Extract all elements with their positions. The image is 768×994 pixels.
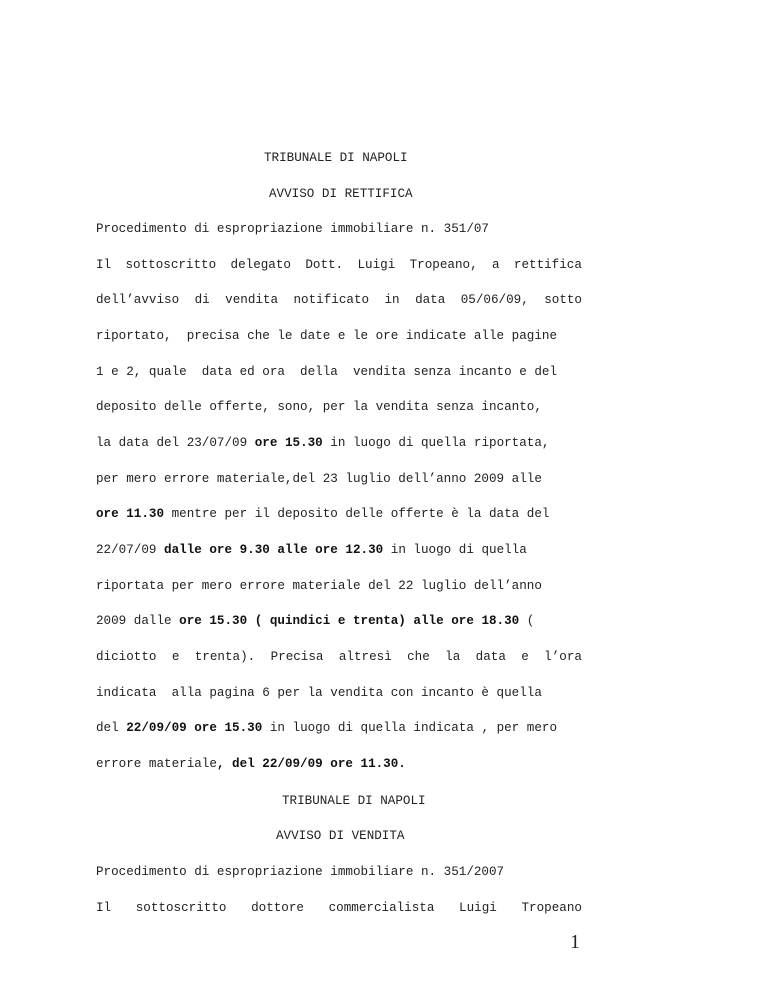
text-line: indicata alla pagina 6 per la vendita con incanto è quella <box>96 686 542 700</box>
text-line: 1 e 2, quale data ed ora della vendita senza incanto e del <box>96 365 558 379</box>
word: in <box>384 293 400 307</box>
bold-time: , del 22/09/09 ore 11.30. <box>216 757 406 771</box>
word: l’ora <box>544 650 582 664</box>
word: vendita <box>225 293 279 307</box>
word: Luigi <box>459 901 497 915</box>
procedure-line: Procedimento di espropriazione immobiliare n. 351/07 <box>96 222 489 236</box>
word: trenta). <box>194 650 256 664</box>
word: che <box>407 650 430 664</box>
word: Tropeano, <box>409 258 478 272</box>
word: delegato <box>230 258 291 272</box>
bold-time: dalle ore 9.30 alle ore 12.30 <box>164 543 384 557</box>
bold-time: ore 11.30 <box>96 507 165 521</box>
text-line: 2009 dalle ore 15.30 ( quindici e trenta) alle ore 18.30 ( <box>96 614 535 628</box>
word: Dott. <box>305 258 344 272</box>
word: data <box>475 650 506 664</box>
word: dottore <box>251 901 304 915</box>
text-line: per mero errore materiale,del 23 luglio dell’anno 2009 alle <box>96 472 542 486</box>
word: di <box>194 293 210 307</box>
word: sotto <box>544 293 582 307</box>
text-line <box>96 257 582 273</box>
word: sottoscritto <box>125 258 217 272</box>
procedure-line: Procedimento di espropriazione immobiliare n. 351/2007 <box>96 865 505 879</box>
word: sottoscritto <box>135 901 227 915</box>
court-heading: TRIBUNALE DI NAPOLI <box>282 794 426 808</box>
word: Il <box>96 901 112 915</box>
word: dell’avviso <box>96 293 180 307</box>
notice-title: AVVISO DI RETTIFICA <box>269 187 413 201</box>
page-number: 1 <box>570 931 580 953</box>
word: 05/06/09, <box>460 293 529 307</box>
text-line <box>96 649 582 665</box>
word: altresì <box>338 650 392 664</box>
text-line: riportato, precisa che le date e le ore indicate alle pagine <box>96 329 558 343</box>
court-heading: TRIBUNALE DI NAPOLI <box>264 151 408 165</box>
word: Il <box>96 258 112 272</box>
text-line: la data del 23/07/09 ore 15.30 in luogo di quella riportata, <box>96 436 550 450</box>
word: e <box>171 650 180 664</box>
word: diciotto <box>96 650 157 664</box>
word: e <box>521 650 529 664</box>
word: Luigi <box>357 258 396 272</box>
word: data <box>415 293 446 307</box>
word: Precisa <box>270 650 324 664</box>
word: la <box>445 650 461 664</box>
word: a <box>491 258 500 272</box>
bold-time: ore 15.30 <box>254 436 323 450</box>
text-line: del 22/09/09 ore 15.30 in luogo di quella indicata , per mero <box>96 721 558 735</box>
text-line: ore 11.30 mentre per il deposito delle offerte è la data del <box>96 507 550 521</box>
word: commercialista <box>328 901 435 915</box>
text-line <box>96 900 582 916</box>
text-line: deposito delle offerte, sono, per la vendita senza incanto, <box>96 400 542 414</box>
text-line: 22/07/09 dalle ore 9.30 alle ore 12.30 in luogo di quella <box>96 543 527 557</box>
notice-title: AVVISO DI VENDITA <box>276 829 405 843</box>
word: rettifica <box>513 258 582 272</box>
word: notificato <box>293 293 370 307</box>
word: Tropeano <box>521 901 582 915</box>
bold-time: ore 15.30 ( quindici e trenta) alle ore 18.30 <box>179 614 520 628</box>
text-line <box>96 292 582 308</box>
bold-time: 22/09/09 ore 15.30 <box>126 721 263 735</box>
text-line: riportata per mero errore materiale del 22 luglio dell’anno <box>96 579 542 593</box>
text-line: errore materiale, del 22/09/09 ore 11.30. <box>96 757 406 771</box>
